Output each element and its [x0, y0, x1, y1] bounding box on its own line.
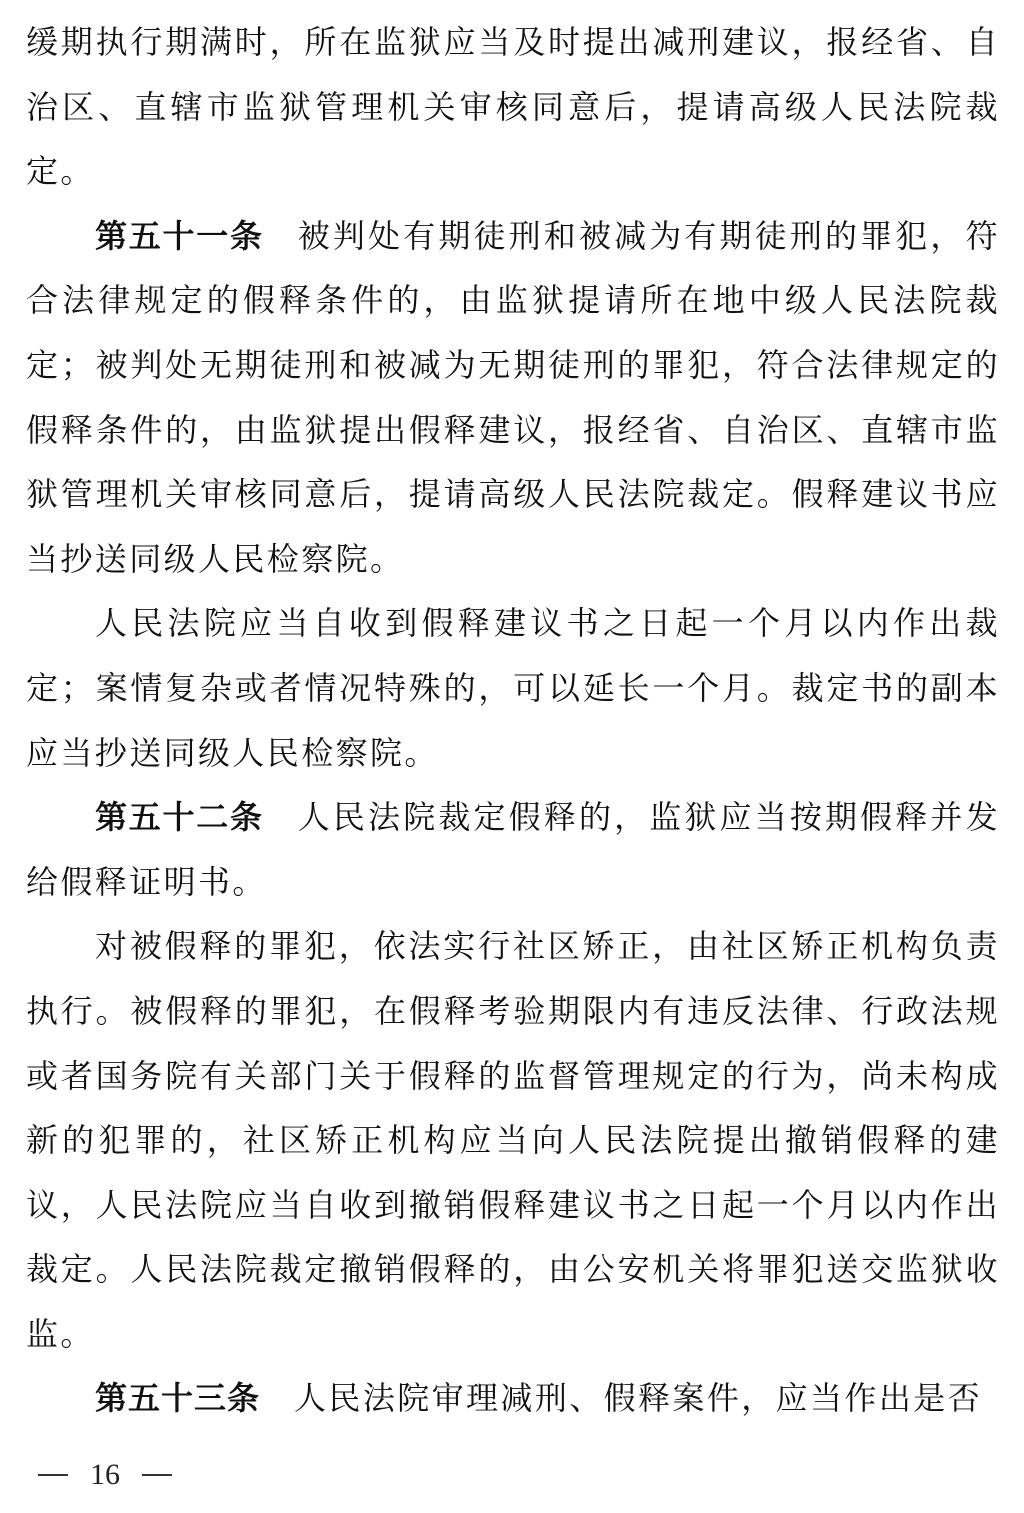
paragraph-text: 对被假释的罪犯，依法实行社区矫正，由社区矫正机构负责执行。被假释的罪犯，在假释考验期限内有违反法律、行政法规或者国务院有关部门关于假释的监督管理规定的行为，尚未构成新的犯罪的，社区矫正机构应当向人民法院提出撤销假释的建议，人民法院应当自收到撤销假释建议书之日起一个月以内作出裁定。人民法院裁定撤销假释的，由公安机关将罪犯送交监狱收监。: [26, 927, 1000, 1353]
paragraph-continuation: [26, 10, 1000, 204]
article-51: [26, 204, 1000, 592]
paragraph-text: 人民法院裁定假释的，监狱应当按期假释并发给假释证明书。: [26, 798, 1000, 901]
article-52: [26, 785, 1000, 914]
article-52-paragraph-2: [26, 914, 1000, 1366]
article-heading: 第五十一条: [95, 216, 264, 255]
footer-dash-right: [142, 1474, 172, 1476]
article-heading: 第五十三条: [95, 1379, 261, 1418]
paragraph-text: 人民法院审理减刑、假释案件，应当作出是否: [294, 1379, 983, 1418]
paragraph-text: 人民法院应当自收到假释建议书之日起一个月以内作出裁定；案情复杂或者情况特殊的，可以延长一个月。裁定书的副本应当抄送同级人民检察院。: [26, 604, 1000, 772]
page-footer: [38, 1455, 172, 1495]
page-number: 16: [90, 1458, 120, 1491]
document-body: [26, 10, 1000, 1431]
article-53: [26, 1366, 1000, 1431]
article-51-paragraph-2: [26, 591, 1000, 785]
paragraph-text: 缓期执行期满时，所在监狱应当及时提出减刑建议，报经省、自治区、直辖市监狱管理机关审核同意后，提请高级人民法院裁定。: [26, 23, 1000, 191]
paragraph-text: 被判处有期徒刑和被减为有期徒刑的罪犯，符合法律规定的假释条件的，由监狱提请所在地中级人民法院裁定；被判处无期徒刑和被减为无期徒刑的罪犯，符合法律规定的假释条件的，由监狱提出假释建议，报经省、自治区、直辖市监狱管理机关审核同意后，提请高级人民法院裁定。假释建议书应当抄送同级人民检察院。: [26, 216, 1000, 578]
article-heading: 第五十二条: [95, 798, 264, 837]
footer-dash-left: [38, 1474, 68, 1476]
